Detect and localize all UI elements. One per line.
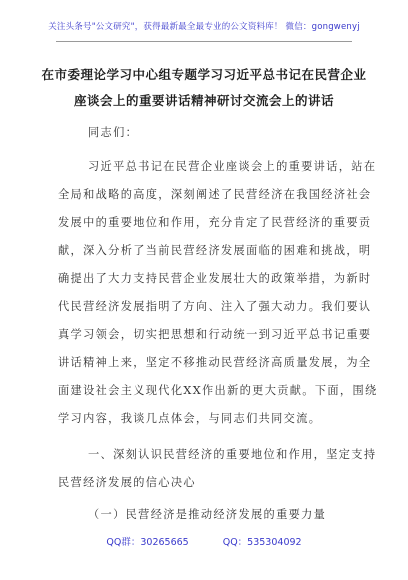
- header-divider: [56, 41, 352, 42]
- body-line: 确提出了大力支持民营企业发展壮大的政策举措，为新时: [58, 272, 372, 285]
- salutation: 同志们：: [88, 126, 139, 139]
- footer-qq-group: QQ群：30265665: [106, 537, 189, 548]
- body-line: 学习内容，我谈几点体会，与同志们共同交流。: [58, 412, 322, 425]
- body-line: 面建设社会主义现代化XX作出新的更大贡献。下面，围绕: [58, 384, 378, 397]
- body-line: 发展中的重要地位和作用，充分肯定了民营经济的重要贡: [58, 216, 372, 229]
- body-line: 讲话精神上来，坚定不移推动民营经济高质量发展，为全: [58, 356, 372, 369]
- footer-qq: QQ：535304092: [222, 537, 302, 548]
- section-heading-line: 民营经济发展的信心决心: [58, 476, 196, 489]
- header-promo: 关注头条号"公文研究"，获得最新最全最专业的公文资料库！ 微信：gongwenyj: [48, 22, 360, 32]
- body-line: 献，深入分析了当前民营经济发展面临的困难和挑战，明: [58, 244, 372, 257]
- body-line: 习近平总书记在民营企业座谈会上的重要讲话，站在: [88, 160, 377, 173]
- document-title-line-1: 在市委理论学习中心组专题学习习近平总书记在民营企业: [41, 67, 367, 82]
- body-line: 全局和战略的高度，深刻阐述了民营经济在我国经济社会: [58, 188, 372, 201]
- body-line: 真学习领会，切实把思想和行动统一到习近平总书记重要: [58, 328, 372, 341]
- footer-contact: [0, 534, 408, 548]
- subsection-heading: （一）民营经济是推动经济发展的重要力量: [88, 508, 327, 521]
- section-heading-line: 一、深刻认识民营经济的重要地位和作用，坚定支持: [88, 448, 377, 461]
- body-line: 代民营经济发展指明了方向、注入了强大动力。我们要认: [58, 300, 372, 313]
- document-title-line-2: 座谈会上的重要讲话精神研讨交流会上的讲话: [73, 93, 334, 108]
